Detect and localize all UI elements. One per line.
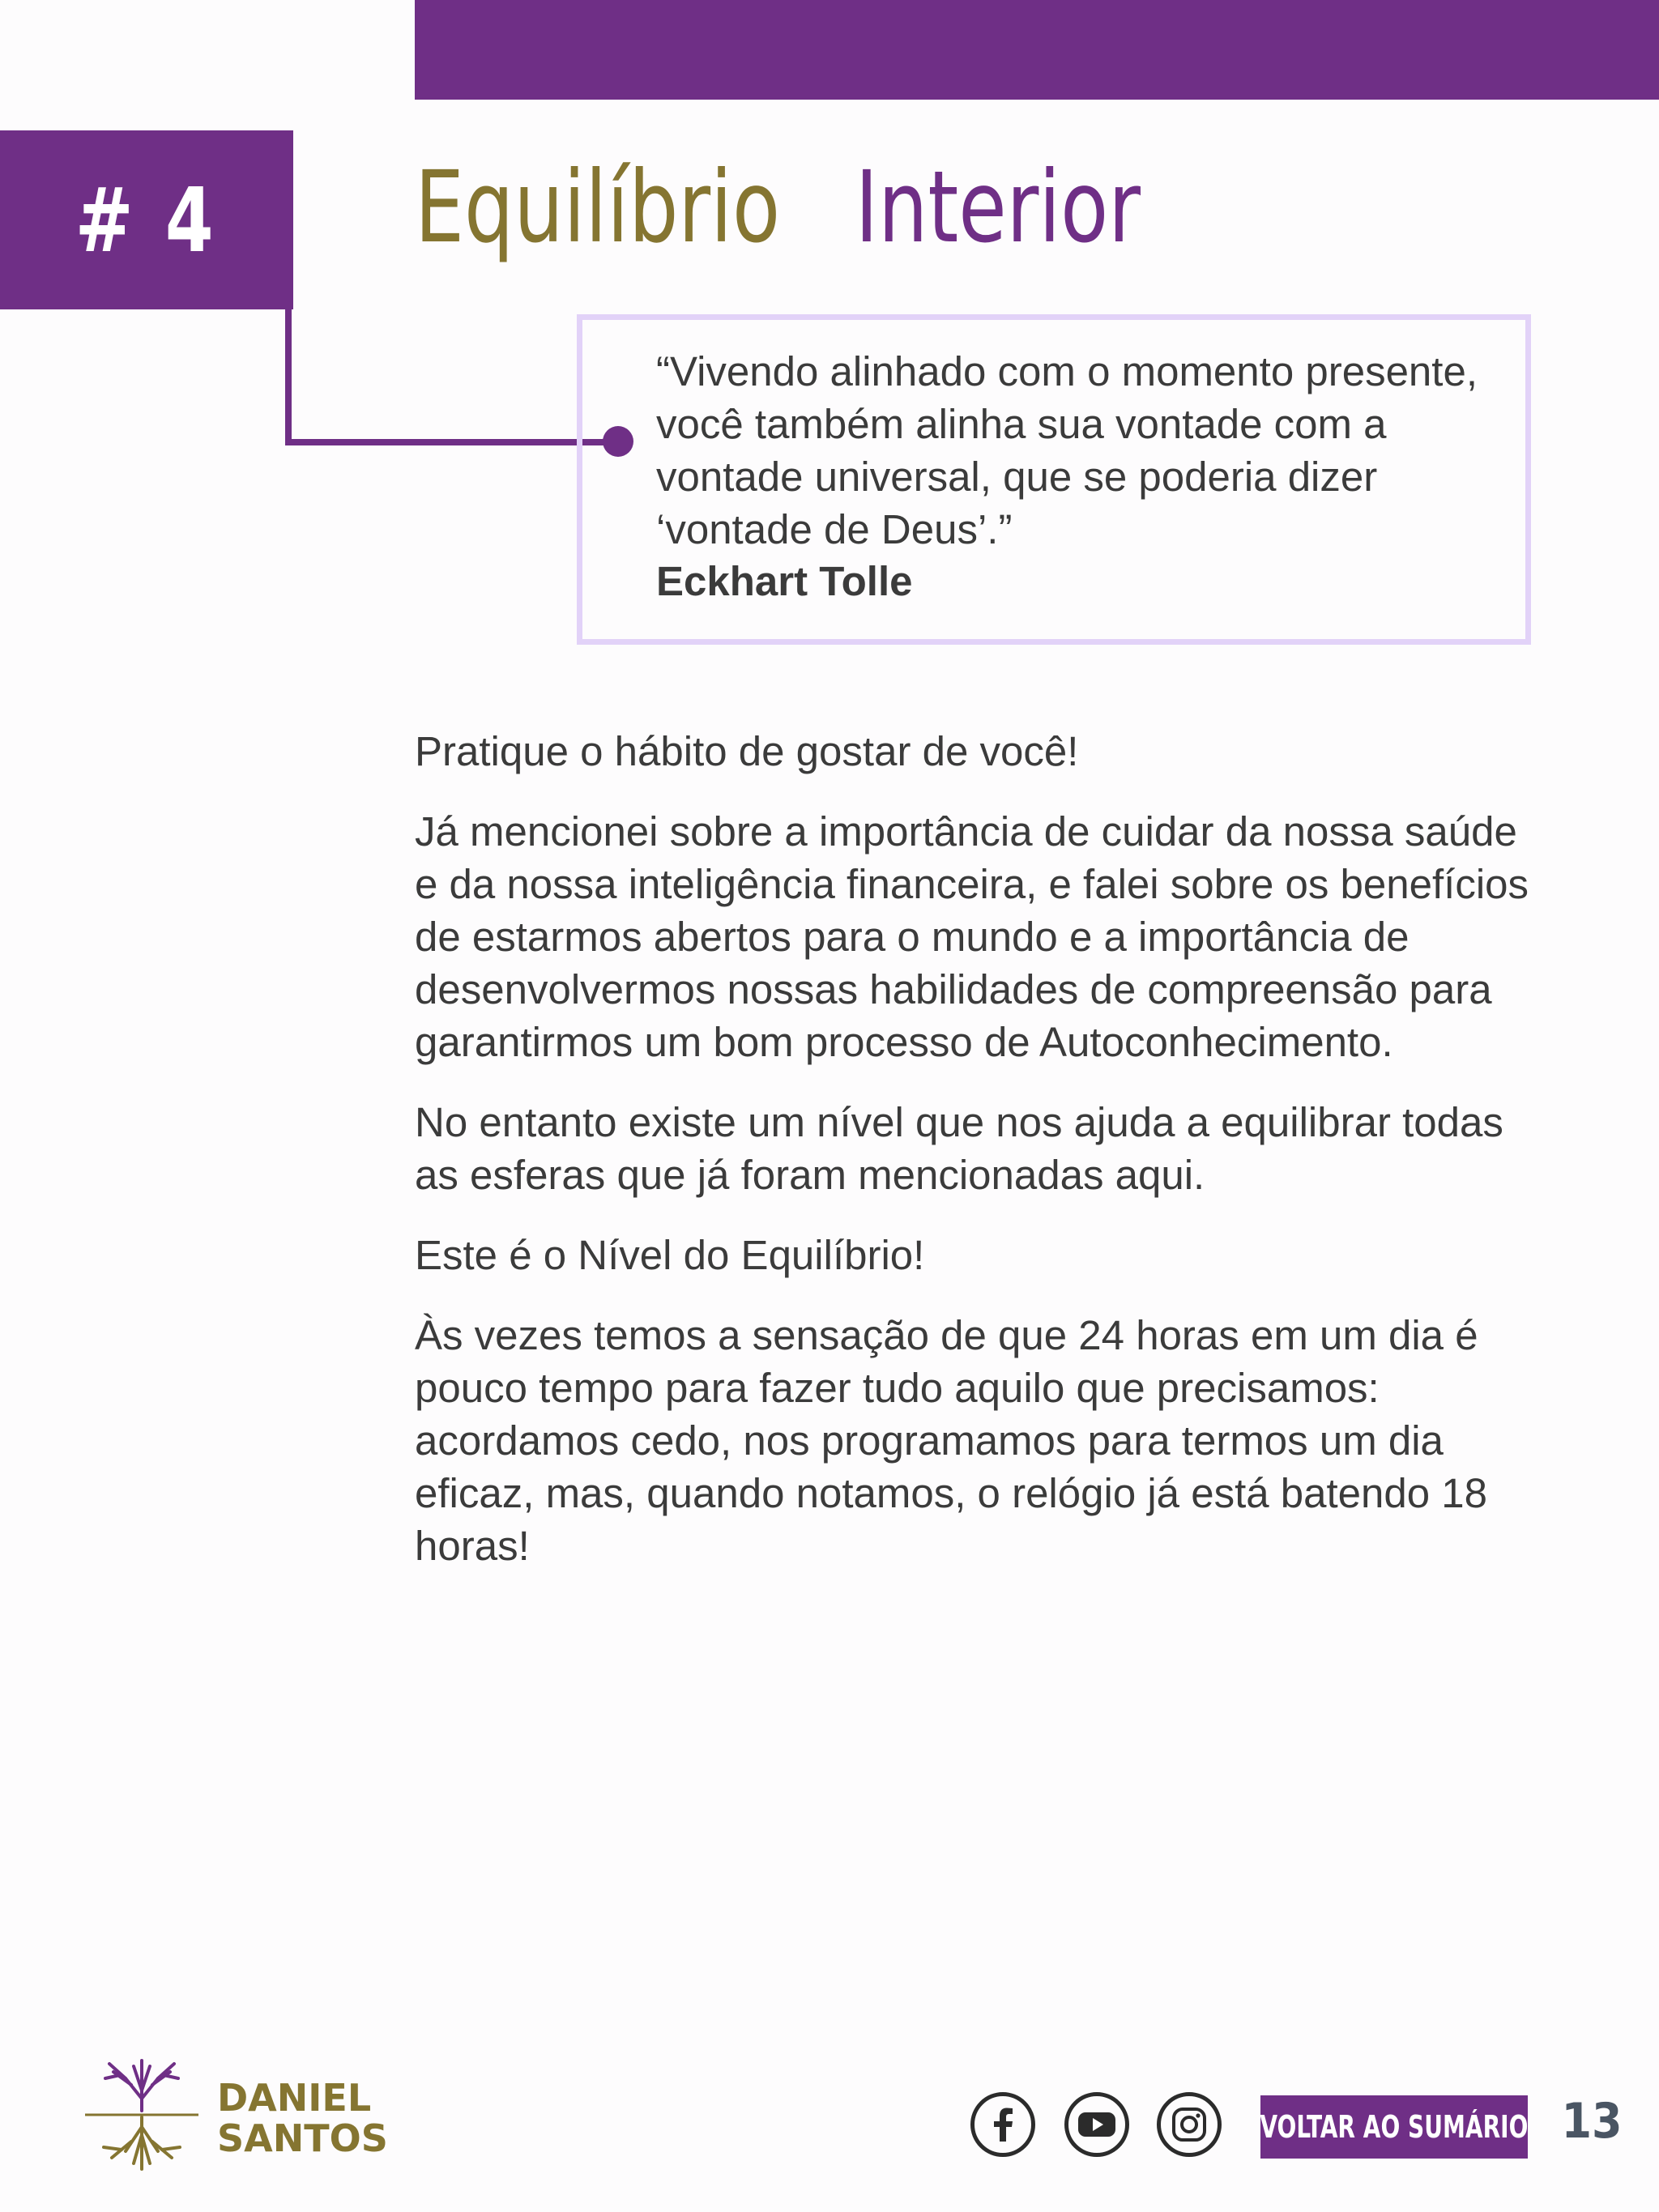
quote-text: “Vivendo alinhado com o momento presente, você também alinha sua vontade com a vontade universal, que se poderia dizer ‘vontade de Deus’.” <box>656 348 1478 552</box>
connector-line-horizontal <box>285 439 617 445</box>
title-part-gold: Equilíbrio <box>415 150 781 265</box>
connector-line-vertical <box>285 308 292 445</box>
paragraph: No entanto existe um nível que nos ajuda a equilibrar todas as esferas que já foram mencionadas aqui. <box>415 1099 1503 1198</box>
chapter-tag <box>0 130 293 309</box>
back-to-summary-button[interactable] <box>1260 2095 1528 2159</box>
paragraph: Já mencionei sobre a importância de cuidar da nossa saúde e da nossa inteligência financeira, e falei sobre os benefícios de estarmos abertos para o mundo e a importância de desenvolvermos nossas habilidades de compreensão para garantirmos um bom processo de Autoconhecimento. <box>415 808 1529 1065</box>
page-title <box>415 150 1183 265</box>
back-to-summary-label: VOLTAR AO SUMÁRIO <box>1260 2109 1529 2145</box>
paragraph: Pratique o hábito de gostar de você! <box>415 728 1079 774</box>
title-part-purple: Interior <box>830 150 1141 265</box>
page-number: 13 <box>1561 2093 1623 2150</box>
paragraph: Às vezes temos a sensação de que 24 horas em um dia é pouco tempo para fazer tudo aquilo que precisamos: acordamos cedo, nos programamos para termos um dia eficaz, mas, quando notamos, o relógio já está batendo 18 horas! <box>415 1312 1488 1569</box>
paragraph: Este é o Nível do Equilíbrio! <box>415 1232 925 1278</box>
instagram-icon <box>1171 2106 1208 2143</box>
top-accent-bar <box>415 0 1659 100</box>
brand-line-2: SANTOS <box>217 2116 388 2160</box>
quote-author: Eckhart Tolle <box>656 558 913 604</box>
instagram-button[interactable] <box>1157 2092 1222 2157</box>
facebook-icon <box>987 2106 1019 2143</box>
brand-name <box>217 2078 388 2159</box>
body-text <box>415 725 1541 1600</box>
youtube-button[interactable] <box>1064 2092 1129 2157</box>
tree-logo-icon <box>81 2054 203 2176</box>
facebook-button[interactable] <box>970 2092 1035 2157</box>
chapter-number: # 4 <box>75 168 218 272</box>
brand-line-1: DANIEL <box>217 2076 372 2120</box>
youtube-icon <box>1077 2110 1117 2139</box>
